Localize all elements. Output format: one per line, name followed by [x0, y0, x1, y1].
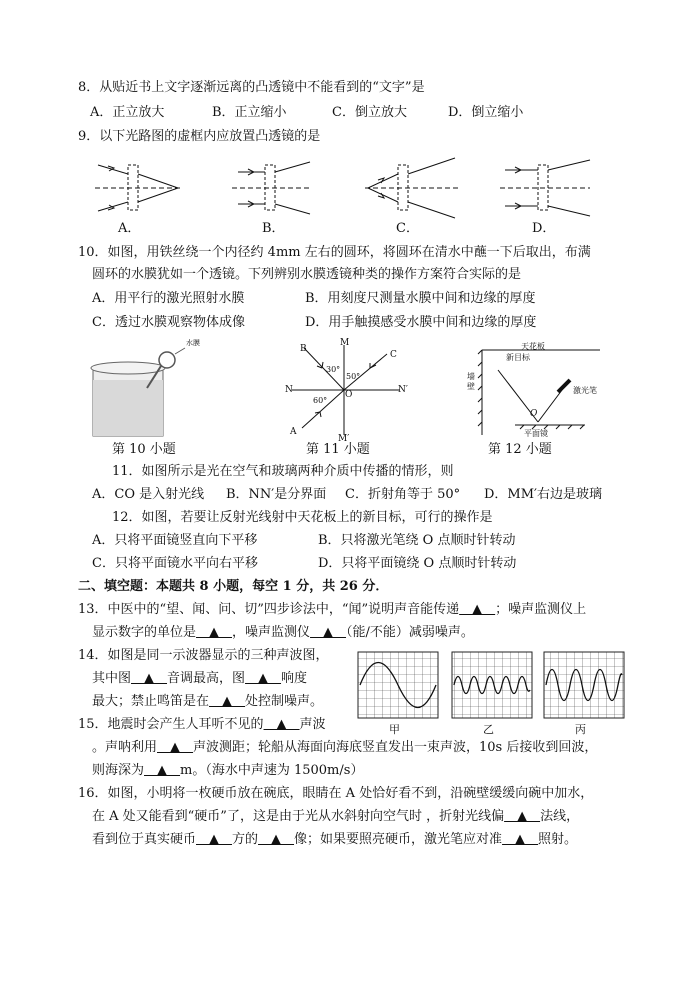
- q15-blank-1[interactable]: ▲: [263, 717, 300, 732]
- q16-line1: 16．如图，小明将一枚硬币放在碗底，眼睛在 A 处恰好看不到，沿碗壁缓缓向碗中加水，: [78, 786, 594, 801]
- fig12-mirror: 平面镜: [524, 429, 548, 438]
- wave-label-yi: 乙: [483, 723, 494, 736]
- wave-label-jia: 甲: [389, 723, 400, 736]
- fig12-ceiling: 天花板: [521, 342, 545, 351]
- q10-option-b[interactable]: B．用刻度尺测量水膜中间和边缘的厚度: [305, 291, 536, 306]
- q15-line3: 则海深为 ▲ m。（海水中声速为 1500m/s）: [92, 763, 364, 778]
- q12-option-c[interactable]: C．只将平面镜水平向右平移: [92, 556, 258, 571]
- fig11-angle-30: 30°: [326, 365, 341, 374]
- q9-option-c[interactable]: C．: [396, 221, 419, 236]
- q16-blank-2[interactable]: ▲: [196, 832, 233, 847]
- q14-line1: 14．如图是同一示波器显示的三种声波图，: [78, 648, 329, 663]
- fig12-caption: 第 12 小题: [488, 442, 552, 457]
- q12-option-d[interactable]: D．只将平面镜绕 O 点顺时针转动: [318, 556, 517, 571]
- q13-blank-2[interactable]: ▲: [196, 625, 233, 640]
- fig10-beaker: [85, 340, 215, 440]
- q10-option-d[interactable]: D．用手触摸感受水膜中间和边缘的厚度: [305, 315, 537, 330]
- q8-option-c[interactable]: C．倒立放大: [332, 105, 407, 120]
- q10-option-a[interactable]: A．用平行的激光照射水膜: [92, 291, 245, 306]
- q16-blank-4[interactable]: ▲: [502, 832, 539, 847]
- fig12-new-target: 新目标: [506, 353, 530, 362]
- fig11-A: A: [290, 427, 297, 437]
- q9-stem: 9．以下光路图的虚框内应放置凸透镜的是: [78, 129, 321, 144]
- q13-line1: 13．中医中的“望、闻、问、切”四步诊法中，“闻”说明声音能传递 ▲ ；噪声监测仪上: [78, 602, 587, 617]
- q9-option-d[interactable]: D．: [532, 221, 556, 236]
- q15-blank-2[interactable]: ▲: [157, 740, 194, 755]
- wave-jia: [358, 652, 438, 718]
- fig10-caption: 第 10 小题: [112, 442, 176, 457]
- q8-option-d[interactable]: D．倒立缩小: [448, 105, 524, 120]
- q12-stem: 12．如图，若要让反射光线射中天花板上的新目标，可行的操作是: [112, 510, 493, 525]
- fig11-C: C: [390, 350, 397, 360]
- q14-blank-3[interactable]: ▲: [209, 694, 246, 709]
- fig11-O: O: [345, 390, 353, 400]
- q12-option-a[interactable]: A．只将平面镜竖直向下平移: [92, 533, 258, 548]
- fig11-N: N: [285, 385, 293, 395]
- fig11-Mprime: M′: [338, 434, 350, 444]
- wave-label-bing: 丙: [575, 723, 586, 736]
- q9-diagram-a: [95, 165, 180, 211]
- fig11-B: B: [300, 344, 307, 354]
- fig12-laser: 激光笔: [573, 386, 597, 395]
- fig11-angle-50: 50°: [346, 372, 361, 381]
- fig11-M: M: [340, 338, 350, 348]
- q14-line2: 其中图 ▲ 音调最高，图 ▲ 响度: [92, 671, 308, 686]
- q16-blank-3[interactable]: ▲: [258, 832, 295, 847]
- wave-bing: [544, 652, 624, 718]
- q11-option-c[interactable]: C．折射角等于 50°: [345, 487, 461, 502]
- q11-option-b[interactable]: B．NN′是分界面: [226, 487, 327, 502]
- q14-blank-1[interactable]: ▲: [131, 671, 168, 686]
- q8-stem: 8．从贴近书上文字逐渐远离的凸透镜中不能看到的“文字”是: [78, 80, 425, 95]
- q16-line3: 看到位于真实硬币 ▲ 方的 ▲ 像；如果要照亮硬币，激光笔应对准 ▲ 照射。: [92, 832, 578, 847]
- q10-stem-line2: 圆环的水膜犹如一个透镜。下列辨别水膜透镜种类的操作方案符合实际的是: [92, 267, 522, 282]
- q9-option-b[interactable]: B．: [262, 221, 285, 236]
- q15-line1: 15．地震时会产生人耳听不见的 ▲ 声波: [78, 717, 326, 732]
- q14-line3: 最大；禁止鸣笛是在 ▲ 处控制噪声。: [92, 694, 324, 709]
- q16-blank-1[interactable]: ▲: [504, 809, 541, 824]
- q9-diagram-d: [500, 160, 590, 216]
- fig12-wall: 墙壁: [467, 372, 475, 391]
- q11-option-a[interactable]: A．CO 是入射光线: [92, 487, 205, 502]
- q11-option-d[interactable]: D．MM′右边是玻璃: [484, 487, 602, 502]
- q9-diagram-b: [232, 162, 310, 214]
- q9-diagram-c: [365, 158, 460, 218]
- q9-option-a[interactable]: A．: [118, 221, 141, 236]
- q10-option-c[interactable]: C．透过水膜观察物体成像: [92, 315, 245, 330]
- wave-yi: [452, 652, 532, 718]
- q15-line2: 。声呐利用 ▲ 声波测距；轮船从海面向海底竖直发出一束声波，10s 后接收到回波，: [92, 740, 598, 755]
- q9-diagrams: [0, 150, 695, 220]
- fig11-caption: 第 11 小题: [306, 442, 370, 457]
- q13-blank-1[interactable]: ▲: [459, 602, 496, 617]
- q8-option-b[interactable]: B．正立缩小: [212, 105, 287, 120]
- oscilloscope-waveforms: [358, 650, 628, 722]
- q13-blank-3[interactable]: ▲: [310, 625, 347, 640]
- fig12-O: O: [530, 409, 538, 419]
- section2-heading: 二、填空题：本题共 8 小题，每空 1 分，共 26 分．: [78, 579, 389, 594]
- q13-line2: 显示数字的单位是 ▲ ，噪声监测仪 ▲ （能/不能）减弱噪声。: [92, 625, 474, 640]
- fig11-angle-60: 60°: [313, 396, 328, 405]
- q16-line2: 在 A 处又能看到“硬币”了，这是由于光从水斜射向空气时 ，折射光线偏 ▲ 法线，: [92, 809, 580, 824]
- q12-option-b[interactable]: B．只将激光笔绕 O 点顺时针转动: [318, 533, 516, 548]
- q14-blank-2[interactable]: ▲: [245, 671, 282, 686]
- q8-option-a[interactable]: A．正立放大: [90, 105, 165, 120]
- q11-stem: 11．如图所示是光在空气和玻璃两种介质中传播的情形，则: [112, 464, 454, 479]
- fig10-film-label: 水膜: [186, 339, 200, 347]
- q10-stem-line1: 10．如图，用铁丝绕一个内径约 4mm 左右的圆环，将圆环在清水中蘸一下后取出，布满: [78, 245, 591, 260]
- fig11-Nprime: N′: [398, 385, 408, 395]
- q15-blank-3[interactable]: ▲: [144, 763, 181, 778]
